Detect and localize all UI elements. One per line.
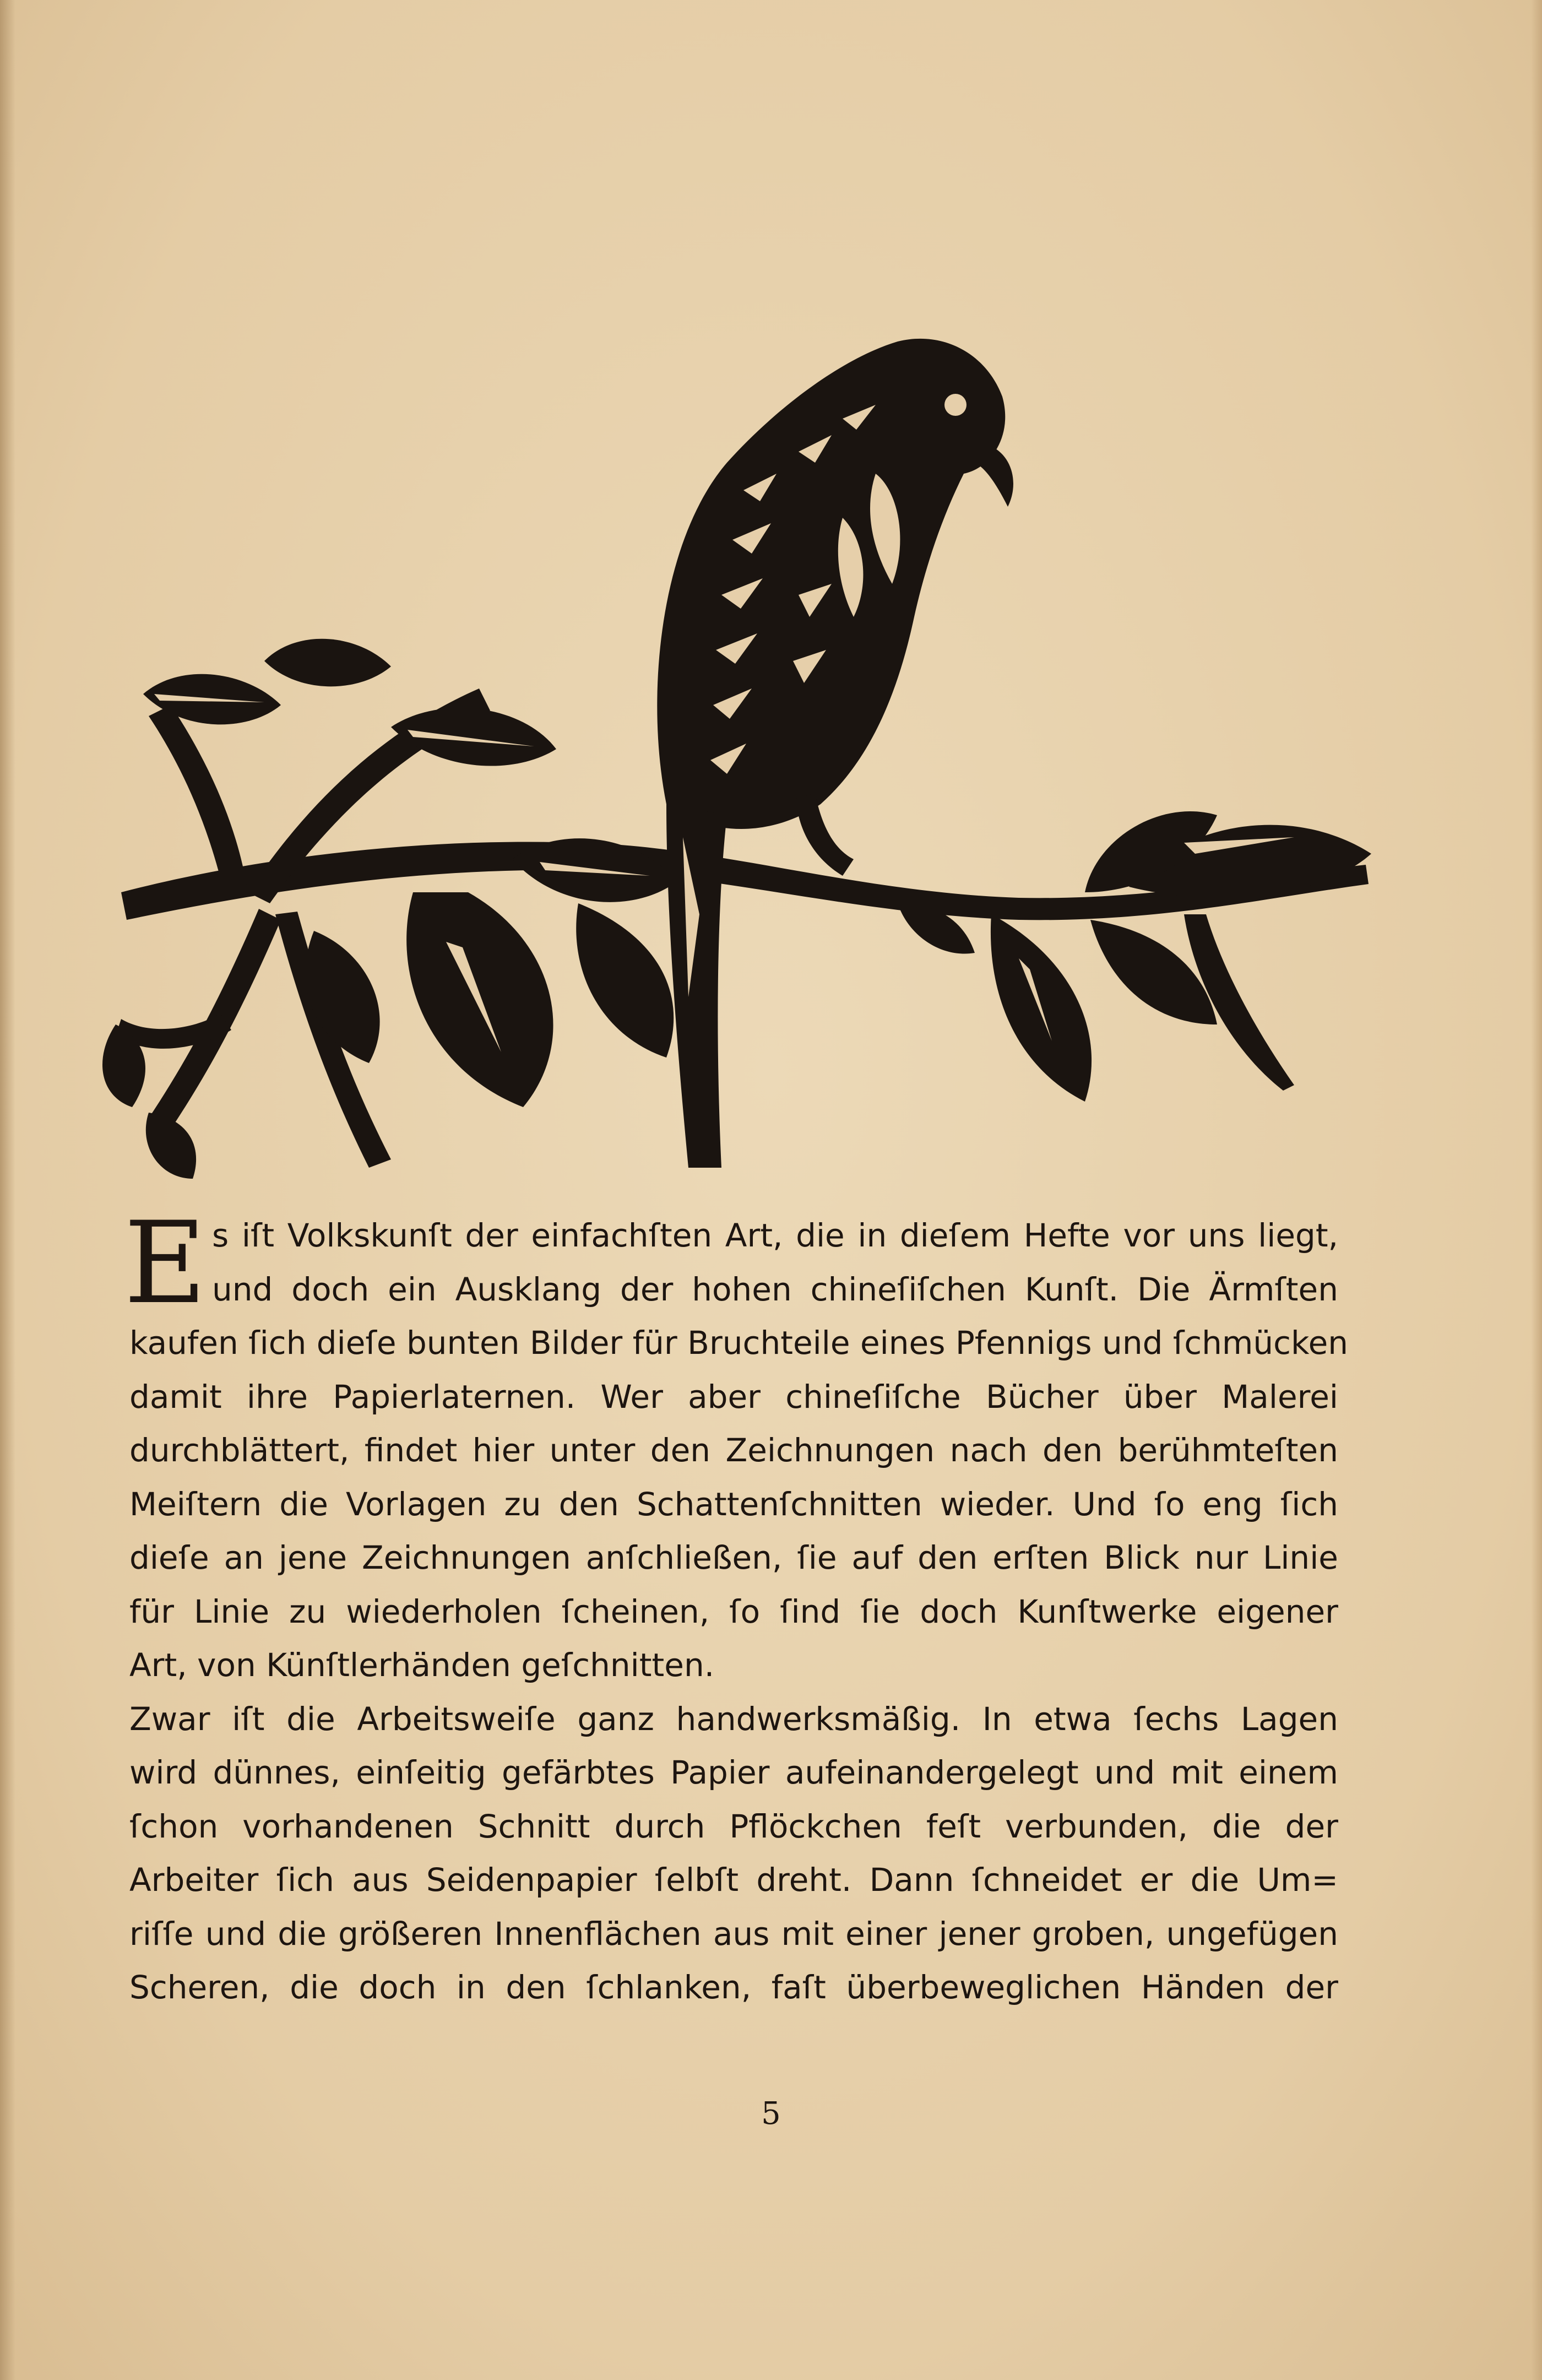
text-line-13: Arbeiter ſich aus Seidenpapier ſelbſt dreht. Dann ſchneidet er die Um= — [129, 1861, 1338, 1899]
text-line-8: für Linie zu wiederholen ſcheinen, ſo ſind ſie doch Kunſtwerke eigener — [129, 1592, 1338, 1630]
bird-on-branch-silhouette — [83, 308, 1393, 1212]
text-line-10: Zwar iſt die Arbeitsweiſe ganz handwerksmäßig. In etwa ſechs Lagen — [129, 1700, 1338, 1738]
text-line-15: Scheren, die doch in den ſchlanken, faſt überbeweglichen Händen der — [129, 1969, 1338, 2006]
spine-shadow — [0, 0, 15, 2380]
body-text — [124, 1198, 1349, 2015]
text-line-1: s iſt Volkskunſt der einfachſten Art, die in dieſem Hefte vor uns liegt, — [212, 1217, 1338, 1254]
drop-cap: E — [124, 1198, 207, 1329]
text-line-7: dieſe an jene Zeichnungen anſchließen, ſie auf den erſten Blick nur Linie — [129, 1539, 1338, 1576]
page-number: 5 — [761, 2096, 781, 2132]
text-line-3: kaufen ſich dieſe bunten Bilder für Bruchteile eines Pfennigs und ſchmücken — [129, 1324, 1349, 1362]
page-edge — [1531, 0, 1542, 2380]
text-line-6: Meiſtern die Vorlagen zu den Schattenſchnitten wieder. Und ſo eng ſich — [129, 1485, 1338, 1523]
papercut-illustration — [83, 308, 1393, 1212]
text-line-2: und doch ein Ausklang der hohen chineſiſchen Kunſt. Die Ärmſten — [212, 1270, 1338, 1308]
text-line-9: Art, von Künſtlerhänden geſchnitten. — [129, 1646, 715, 1684]
text-line-5: durchblättert, findet hier unter den Zeichnungen nach den berühmteſten — [129, 1432, 1338, 1469]
text-line-11: wird dünnes, einſeitig gefärbtes Papier aufeinandergelegt und mit einem — [129, 1754, 1338, 1791]
text-line-4: damit ihre Papierlaternen. Wer aber chineſiſche Bücher über Malerei — [129, 1378, 1338, 1416]
text-line-14: riſſe und die größeren Innenflächen aus mit einer jener groben, ungefügen — [129, 1915, 1338, 1953]
text-line-12: ſchon vorhandenen Schnitt durch Pflöckchen feſt verbunden, die der — [129, 1807, 1338, 1845]
